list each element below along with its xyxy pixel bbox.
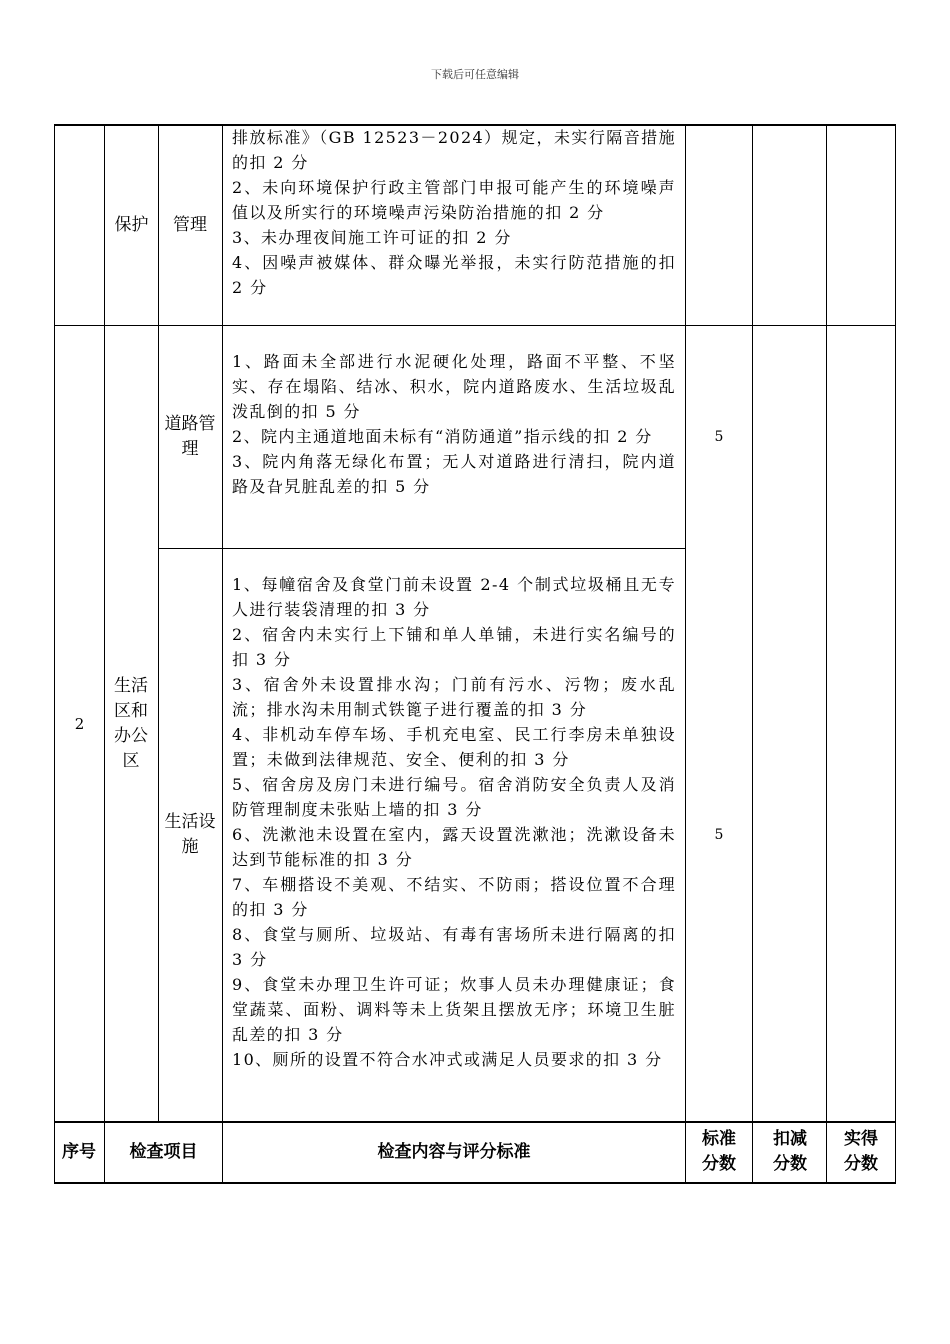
facilities-standard-score: 5 — [714, 827, 724, 843]
criteria-line: 2、院内主通道地面未标有“消防通道”指示线的扣 2 分 — [232, 427, 653, 446]
header-criteria: 检查内容与评分标准 — [377, 1141, 531, 1162]
criteria-line: 3、院内角落无绿化布置；无人对道路进行清扫，院内道路及旮旯脏乱差的扣 5 分 — [232, 452, 676, 496]
protection-criteria — [232, 125, 676, 300]
criteria-line: 排放标准》（GB 12523－2024）规定，未实行隔音措施的扣 2 分 — [232, 128, 676, 172]
criteria-line: 7、车棚搭设不美观、不结实、不防雨；搭设位置不合理的扣 3 分 — [232, 875, 676, 919]
col-line-std — [752, 124, 753, 1183]
road-standard-score: 5 — [714, 429, 724, 445]
criteria-line: 1、每幢宿舍及食堂门前未设置 2-4 个制式垃圾桶且无专人进行装袋清理的扣 3 分 — [232, 575, 676, 619]
section-category-label: 生活区和办公区 — [114, 675, 148, 771]
header-standard-score: 标准分数 — [702, 1129, 736, 1174]
criteria-line: 3、宿舍外未设置排水沟；门前有污水、污物；废水乱流；排水沟未用制式铁篦子进行覆盖的扣 3 分 — [232, 675, 676, 719]
criteria-line: 4、非机动车停车场、手机充电室、民工行李房未单独设置；未做到法律规范、安全、便利的扣 3 分 — [232, 725, 676, 769]
criteria-line: 10、厕所的设置不符合水冲式或满足人员要求的扣 3 分 — [232, 1050, 663, 1069]
header-check-item: 检查项目 — [129, 1141, 198, 1162]
protection-item-label: 管理 — [173, 214, 207, 235]
road-criteria — [232, 349, 676, 499]
criteria-line: 1、路面未全部进行水泥硬化处理，路面不平整、不坚实、存在塌陷、结冰、积水，院内道路废水、生活垃圾乱泼乱倒的扣 5 分 — [232, 352, 676, 421]
criteria-line: 9、食堂未办理卫生许可证；炊事人员未办理健康证；食堂蔬菜、面粉、调料等未上货架且摆放无序；环境卫生脏乱差的扣 3 分 — [232, 975, 676, 1044]
criteria-line: 2、未向环境保护行政主管部门申报可能产生的环境噪声值以及所实行的环境噪声污染防治措施的扣 2 分 — [232, 178, 676, 222]
facilities-item-label: 生活设施 — [164, 812, 216, 857]
col-line-deduct — [826, 124, 827, 1183]
page-note: 下载后可任意编辑 — [431, 68, 519, 81]
table-bottom-border — [54, 1182, 896, 1184]
criteria-line: 5、宿舍房及房门未进行编号。宿舍消防安全负责人及消防管理制度未张贴上墙的扣 3 分 — [232, 775, 676, 819]
criteria-line: 8、食堂与厕所、垃圾站、有毒有害场所未进行隔离的扣 3 分 — [232, 925, 676, 969]
section-seq-number: 2 — [74, 714, 85, 733]
col-line-right — [895, 124, 896, 1183]
criteria-line: 4、因噪声被媒体、群众曝光举报，未实行防范措施的扣 2 分 — [232, 253, 676, 297]
row-divider-2 — [158, 548, 686, 549]
header-actual-score: 实得分数 — [844, 1129, 878, 1174]
header-seq: 序号 — [62, 1141, 96, 1162]
road-item-label: 道路管理 — [164, 414, 216, 459]
criteria-line: 3、未办理夜间施工许可证的扣 2 分 — [232, 228, 512, 247]
header-deduction: 扣减分数 — [773, 1129, 807, 1174]
protection-category-label: 保护 — [114, 214, 149, 235]
criteria-line: 2、宿舍内未实行上下铺和单人单铺，未进行实名编号的扣 3 分 — [232, 625, 676, 669]
facilities-criteria — [232, 572, 676, 1072]
col-line-item — [222, 124, 223, 1183]
criteria-line: 6、洗漱池未设置在室内，露天设置洗漱池；洗漱设备未达到节能标准的扣 3 分 — [232, 825, 676, 869]
